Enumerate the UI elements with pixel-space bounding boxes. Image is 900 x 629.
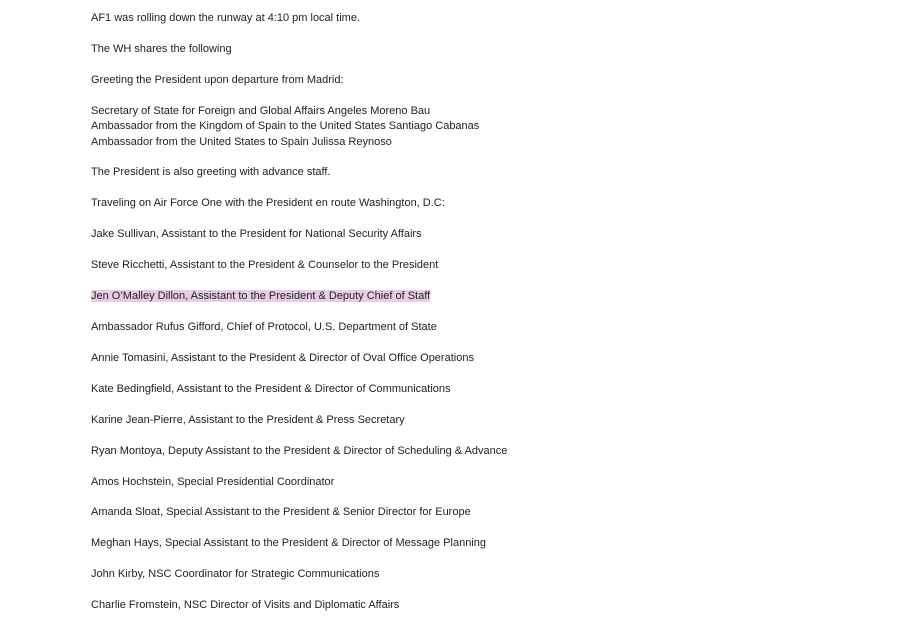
traveler-item: [91, 536, 871, 551]
paragraph-wh-shares: [91, 42, 871, 57]
text-line: Jake Sullivan, Assistant to the President for National Security Affairs: [91, 228, 422, 241]
text-line: John Kirby, NSC Coordinator for Strategic Communications: [91, 568, 380, 581]
traveler-item: [91, 598, 871, 613]
text-line: Amanda Sloat, Special Assistant to the President & Senior Director for Europe: [91, 506, 471, 519]
text-line: Ambassador from the United States to Spain Julissa Reynoso: [91, 135, 392, 148]
text-line: AF1 was rolling down the runway at 4:10 pm local time.: [91, 12, 361, 24]
text-line: Annie Tomasini, Assistant to the President & Director of Oval Office Operations: [91, 351, 474, 364]
document-body: [91, 11, 871, 629]
traveler-item: [91, 227, 871, 242]
text-highlight[interactable]: Jen O’Malley Dillon, Assistant to the President & Deputy Chief of Staff: [91, 290, 431, 303]
text-line: Steve Ricchetti, Assistant to the President & Counselor to the President: [91, 259, 439, 272]
text-line: Meghan Hays, Special Assistant to the President & Director of Message Planning: [91, 537, 486, 550]
paragraph-greeting-officials: [91, 104, 871, 150]
traveler-item: [91, 505, 871, 520]
text-line: Kate Bedingfield, Assistant to the President & Director of Communications: [91, 382, 451, 395]
text-line: Traveling on Air Force One with the President en route Washington, D.C:: [91, 197, 445, 210]
traveler-item: [91, 567, 871, 582]
text-line: Secretary of State for Foreign and Global Affairs Angeles Moreno Bau: [91, 104, 431, 117]
text-line: Ryan Montoya, Deputy Assistant to the President & Director of Scheduling & Advance: [91, 444, 508, 457]
traveler-item: [91, 475, 871, 490]
paragraph-advance-staff: [91, 165, 871, 180]
text-line: The WH shares the following: [91, 42, 232, 55]
traveler-item: [91, 444, 871, 459]
traveler-item: [91, 258, 871, 273]
text-line: Ambassador from the Kingdom of Spain to the United States Santiago Cabanas: [91, 120, 480, 133]
traveler-item-highlighted: [91, 289, 871, 304]
text-line: Greeting the President upon departure from Madrid:: [91, 73, 344, 86]
paragraph-departure-time: [91, 11, 871, 26]
text-line: Amos Hochstein, Special Presidential Coordinator: [91, 475, 335, 488]
text-line: Charlie Fromstein, NSC Director of Visits and Diplomatic Affairs: [91, 599, 400, 612]
traveler-item: [91, 351, 871, 366]
text-line: The President is also greeting with advance staff.: [91, 166, 331, 179]
text-line: Ambassador Rufus Gifford, Chief of Protocol, U.S. Department of State: [91, 320, 437, 333]
text-line: Karine Jean-Pierre, Assistant to the President & Press Secretary: [91, 413, 405, 426]
traveler-item: [91, 382, 871, 397]
paragraph-traveling-heading: [91, 196, 871, 211]
paragraph-greeting-heading: [91, 73, 871, 88]
traveler-item: [91, 320, 871, 335]
traveler-item: [91, 413, 871, 428]
